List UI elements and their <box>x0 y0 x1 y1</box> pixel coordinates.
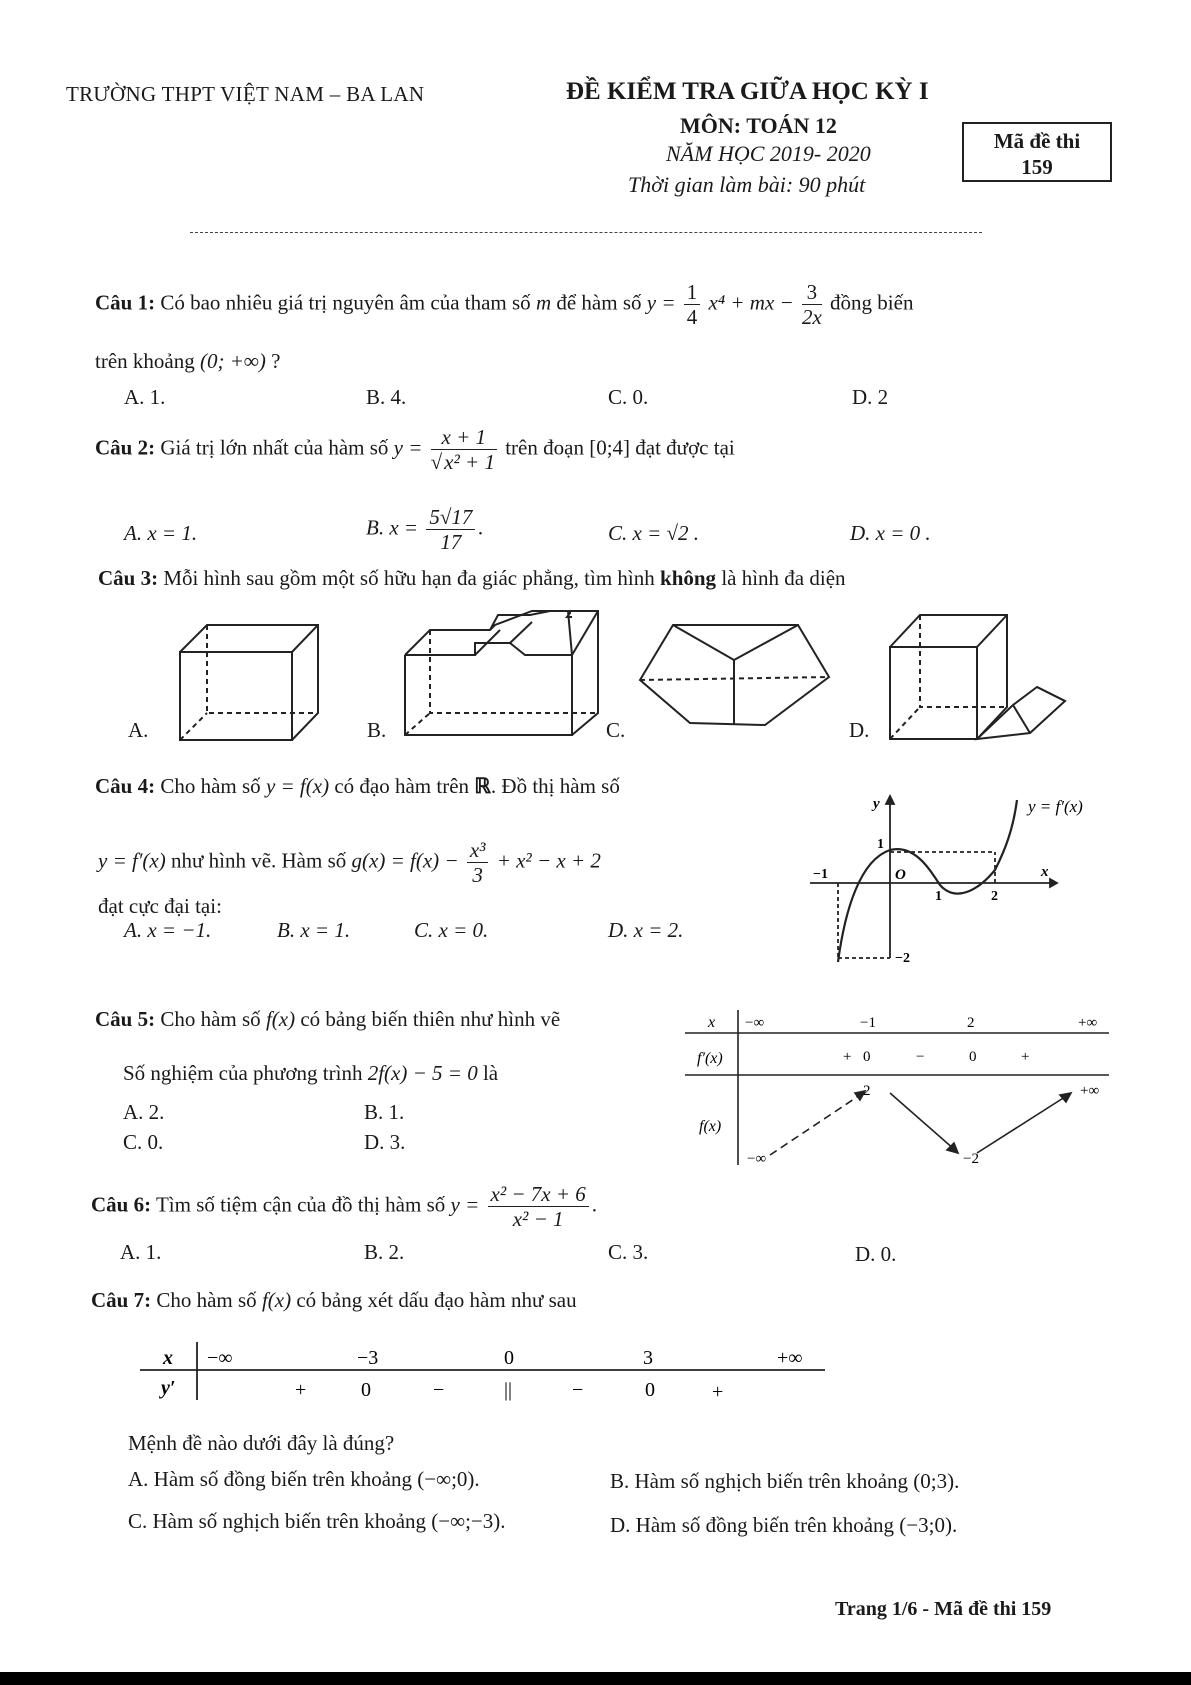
q6-eq-y: y = <box>450 1192 480 1217</box>
q2-option-a[interactable]: A. x = 1. <box>124 521 198 545</box>
q5-option-c[interactable]: C. 0. <box>123 1130 164 1154</box>
q6-label: Câu 6: <box>91 1192 152 1217</box>
q5-equation: 2f(x) − 5 = 0 <box>367 1061 478 1085</box>
st-sign-5: 0 <box>645 1379 655 1401</box>
q1-eq-y: y = <box>646 290 676 315</box>
q4-option-c[interactable]: C. x = 0. <box>414 918 489 942</box>
graph-tick-x1: 1 <box>935 889 942 904</box>
q7-option-d[interactable]: D. Hàm số đồng biến trên khoảng (−3;0). <box>610 1513 958 1537</box>
q7-label: Câu 7: <box>91 1288 152 1312</box>
q1-frac-1 <box>684 280 701 329</box>
graph-y-label: y <box>873 796 880 812</box>
vt-row-f: f(x) <box>699 1118 722 1135</box>
vt-sign-2: − <box>916 1049 925 1065</box>
q6-frac-num: x² − 7x + 6 <box>488 1182 589 1207</box>
st-sign-4: − <box>572 1379 584 1401</box>
vt-sign-4: + <box>1021 1049 1030 1065</box>
q1-frac1-num: 1 <box>684 280 701 305</box>
q7-sign-table <box>135 1340 835 1410</box>
q4-line3: đạt cực đại tại: <box>98 894 222 918</box>
q3-text-b: là hình đa diện <box>721 566 846 590</box>
q6-option-b[interactable]: B. 2. <box>364 1240 405 1264</box>
st-row-x: x <box>163 1347 173 1369</box>
question-5 <box>95 1006 560 1032</box>
figure-a-cube <box>180 625 318 740</box>
q2-text: Giá trị lớn nhất của hàm số <box>160 435 389 460</box>
vt-arrow-up-2 <box>977 1095 1068 1153</box>
vt-row-x: x <box>708 1014 716 1031</box>
graph-curve <box>838 800 1017 962</box>
q4-option-b[interactable]: B. x = 1. <box>277 918 351 942</box>
figure-b-solid <box>405 611 598 735</box>
q1-frac-2 <box>802 280 822 329</box>
vt-f-1: 2 <box>863 1083 871 1099</box>
q3-text: Mỗi hình sau gồm một số hữu hạn đa giác phẳng, tìm hình <box>163 566 655 590</box>
q2-option-c[interactable]: C. x = √2 . <box>608 521 700 545</box>
q2-optb-den: 17 <box>440 530 462 554</box>
q2-option-d[interactable]: D. x = 0 . <box>850 521 931 545</box>
q4-option-a[interactable]: A. x = −1. <box>124 918 212 942</box>
q5-variation-table <box>685 1005 1110 1170</box>
q1-eq-mid: x⁴ + mx − <box>708 290 794 315</box>
graph-tick-y1: 1 <box>877 837 884 852</box>
q2-option-b[interactable]: B. x = $\frac{5√17}{17}$ . <box>366 505 484 554</box>
exam-code-label: Mã đề thi <box>993 129 1081 153</box>
vt-arrow-down <box>890 1093 955 1150</box>
q6-text: Tìm số tiệm cận của đồ thị hàm số <box>155 1192 446 1217</box>
q1-option-a[interactable]: A. 1. <box>124 385 166 409</box>
q3-option-a[interactable]: A. <box>128 718 149 742</box>
q1-text-c: đồng biến <box>830 290 914 315</box>
q5-option-d[interactable]: D. 3. <box>364 1130 406 1154</box>
st-sign-2: − <box>433 1379 445 1401</box>
graph-origin: O <box>895 867 906 883</box>
q3-option-c[interactable]: C. <box>606 718 626 742</box>
exam-code-box <box>962 122 1112 182</box>
graph-tick-x-minus1: −1 <box>813 867 828 882</box>
q1-text-b: để hàm số <box>556 290 642 315</box>
q1-qmark: ? <box>271 349 281 373</box>
header-divider <box>190 232 982 233</box>
figure-c-solid <box>640 625 829 725</box>
st-sign-1: 0 <box>361 1379 371 1401</box>
q4-fx: y = f(x) <box>265 774 330 798</box>
q7-option-b[interactable]: B. Hàm số nghịch biến trên khoảng (0;3). <box>610 1469 960 1493</box>
graph-curve-label: y = f′(x) <box>1028 797 1083 816</box>
q7-option-a[interactable]: A. Hàm số đồng biến trên khoảng (−∞;0). <box>128 1467 480 1491</box>
q1-frac2-den: 2x <box>801 305 822 329</box>
q5-line2-tail: là <box>482 1061 499 1085</box>
q2-interval: [0;4] <box>589 435 631 460</box>
q3-option-b[interactable]: B. <box>367 718 387 742</box>
q1-option-d[interactable]: D. 2 <box>852 385 889 409</box>
q4-gx-num: x³ <box>467 838 489 863</box>
graph-x-label: x <box>1041 864 1049 880</box>
vt-x-0: −∞ <box>745 1015 765 1031</box>
q1-param: m <box>535 290 552 315</box>
question-3 <box>98 565 846 591</box>
vt-f-2: −2 <box>963 1151 979 1167</box>
graph-tick-x2: 2 <box>991 889 998 904</box>
q2-text-b: trên đoạn <box>505 435 584 460</box>
q4-line2 <box>98 838 601 887</box>
scan-bottom-edge <box>0 1672 1191 1685</box>
q5-line2-text: Số nghiệm của phương trình <box>123 1061 363 1085</box>
q6-option-c[interactable]: C. 3. <box>608 1240 649 1264</box>
q7-text-b: có bảng xét dấu đạo hàm như sau <box>296 1288 577 1312</box>
vt-row-fprime: f′(x) <box>697 1050 723 1067</box>
q4-gx-pre: g(x) = f(x) − <box>351 848 459 873</box>
exam-subject: MÔN: TOÁN 12 <box>680 113 837 138</box>
vt-sign-3: 0 <box>969 1049 977 1065</box>
q6-frac-den: x² − 1 <box>512 1207 564 1231</box>
exam-time: Thời gian làm bài: 90 phút <box>628 172 866 197</box>
question-6: Câu 6: Tìm số tiệm cận của đồ thị hàm số y = $\frac{\text{x² − 7x + 6}}{\text{x² − 1}}$ . <box>91 1182 598 1231</box>
q6-frac <box>488 1182 589 1231</box>
q3-figures <box>120 605 1080 745</box>
q5-label: Câu 5: <box>95 1007 156 1031</box>
q7-option-c[interactable]: C. Hàm số nghịch biến trên khoảng (−∞;−3). <box>128 1509 506 1533</box>
q2-optb-frac <box>426 505 475 554</box>
q1-label: Câu 1: <box>95 290 156 315</box>
q2-frac-den-wrap: √x² + 1 <box>430 450 495 474</box>
q7-prompt: Mệnh đề nào dưới đây là đúng? <box>128 1431 395 1455</box>
st-x-1: −3 <box>357 1347 379 1369</box>
exam-title: ĐỀ KIỂM TRA GIỮA HỌC KỲ I <box>566 78 929 105</box>
q2-frac-den: x² + 1 <box>444 450 495 474</box>
q1-option-c[interactable]: C. 0. <box>608 385 649 409</box>
question-2 <box>95 425 1095 474</box>
vt-f-0: −∞ <box>747 1151 767 1167</box>
graph-y-arrow <box>886 796 894 804</box>
q4-text-c: . Đồ thị hàm số <box>490 774 620 798</box>
q3-option-d[interactable]: D. <box>849 718 870 742</box>
q4-gx-post: + x² − x + 2 <box>496 848 601 873</box>
q4-text-b: có đạo hàm trên <box>334 774 470 798</box>
st-x-0: −∞ <box>207 1347 233 1369</box>
q6-option-a[interactable]: A. 1. <box>120 1240 162 1264</box>
q4-label: Câu 4: <box>95 774 156 798</box>
school-name: TRƯỜNG THPT VIỆT NAM – BA LAN <box>66 82 425 106</box>
page-footer: Trang 1/6 - Mã đề thi 159 <box>835 1598 1052 1620</box>
q4-graph <box>805 790 1115 975</box>
exam-year: NĂM HỌC 2019- 2020 <box>666 141 871 166</box>
q4-real-set: ℝ <box>474 774 491 798</box>
q1-frac2-num: 3 <box>802 280 822 305</box>
q2-text-c: đạt được tại <box>635 435 735 460</box>
st-sign-0: + <box>295 1379 307 1401</box>
q2-frac-num: x + 1 <box>431 425 497 450</box>
q1-line2 <box>95 348 280 374</box>
q7-fx: f(x) <box>261 1288 292 1312</box>
q1-interval: (0; +∞) <box>199 349 266 373</box>
q2-optb-pre: B. x = <box>366 515 419 540</box>
vt-x-2: 2 <box>967 1015 975 1031</box>
graph-tick-y-minus2: −2 <box>895 951 910 966</box>
figure-d-solid <box>890 615 1065 739</box>
q3-bold: không <box>660 566 717 590</box>
q7-text: Cho hàm số <box>156 1288 257 1312</box>
exam-code: 159 <box>1021 155 1053 179</box>
question-1 <box>95 280 1095 329</box>
q4-gx-den: 3 <box>472 863 483 887</box>
q5-fx: f(x) <box>265 1007 296 1031</box>
q3-label: Câu 3: <box>98 566 159 590</box>
vt-x-1: −1 <box>860 1015 876 1031</box>
question-7 <box>91 1287 577 1313</box>
question-4 <box>95 773 620 799</box>
st-sign-6: + <box>712 1381 724 1403</box>
q1-line2-text: trên khoảng <box>95 349 195 373</box>
q2-optb-num: 5√17 <box>426 505 475 530</box>
vt-arrow-up-1 <box>770 1093 863 1155</box>
q4-text: Cho hàm số <box>160 774 261 798</box>
q2-frac <box>431 425 497 474</box>
q2-label: Câu 2: <box>95 435 156 460</box>
q4-gx-frac <box>467 838 489 887</box>
q4-line2-text: như hình vẽ. Hàm số <box>170 848 347 873</box>
vt-f-3: +∞ <box>1080 1083 1100 1099</box>
q4-option-d[interactable]: D. x = 2. <box>608 918 684 942</box>
st-x-2: 0 <box>504 1347 514 1369</box>
q5-option-b[interactable]: B. 1. <box>364 1100 405 1124</box>
q5-text-b: có bảng biến thiên như hình vẽ <box>300 1007 561 1031</box>
vt-sign-0: + <box>843 1049 852 1065</box>
st-row-y: y′ <box>161 1377 176 1399</box>
q1-option-b[interactable]: B. 4. <box>366 385 407 409</box>
q1-frac1-den: 4 <box>686 305 698 329</box>
st-x-4: +∞ <box>777 1347 803 1369</box>
q2-eq-y: y = <box>393 435 423 460</box>
q1-text: Có bao nhiêu giá trị nguyên âm của tham số <box>160 290 531 315</box>
st-sign-3: || <box>504 1379 513 1401</box>
graph-x-arrow <box>1050 879 1057 887</box>
q5-text: Cho hàm số <box>160 1007 261 1031</box>
q5-option-a[interactable]: A. 2. <box>123 1100 165 1124</box>
vt-x-3: +∞ <box>1078 1015 1098 1031</box>
q5-line2 <box>123 1060 498 1086</box>
vt-sign-1: 0 <box>863 1049 871 1065</box>
st-x-3: 3 <box>643 1347 653 1369</box>
q6-option-d[interactable]: D. 0. <box>855 1242 897 1266</box>
q4-fprime: y = f′(x) <box>98 848 166 873</box>
